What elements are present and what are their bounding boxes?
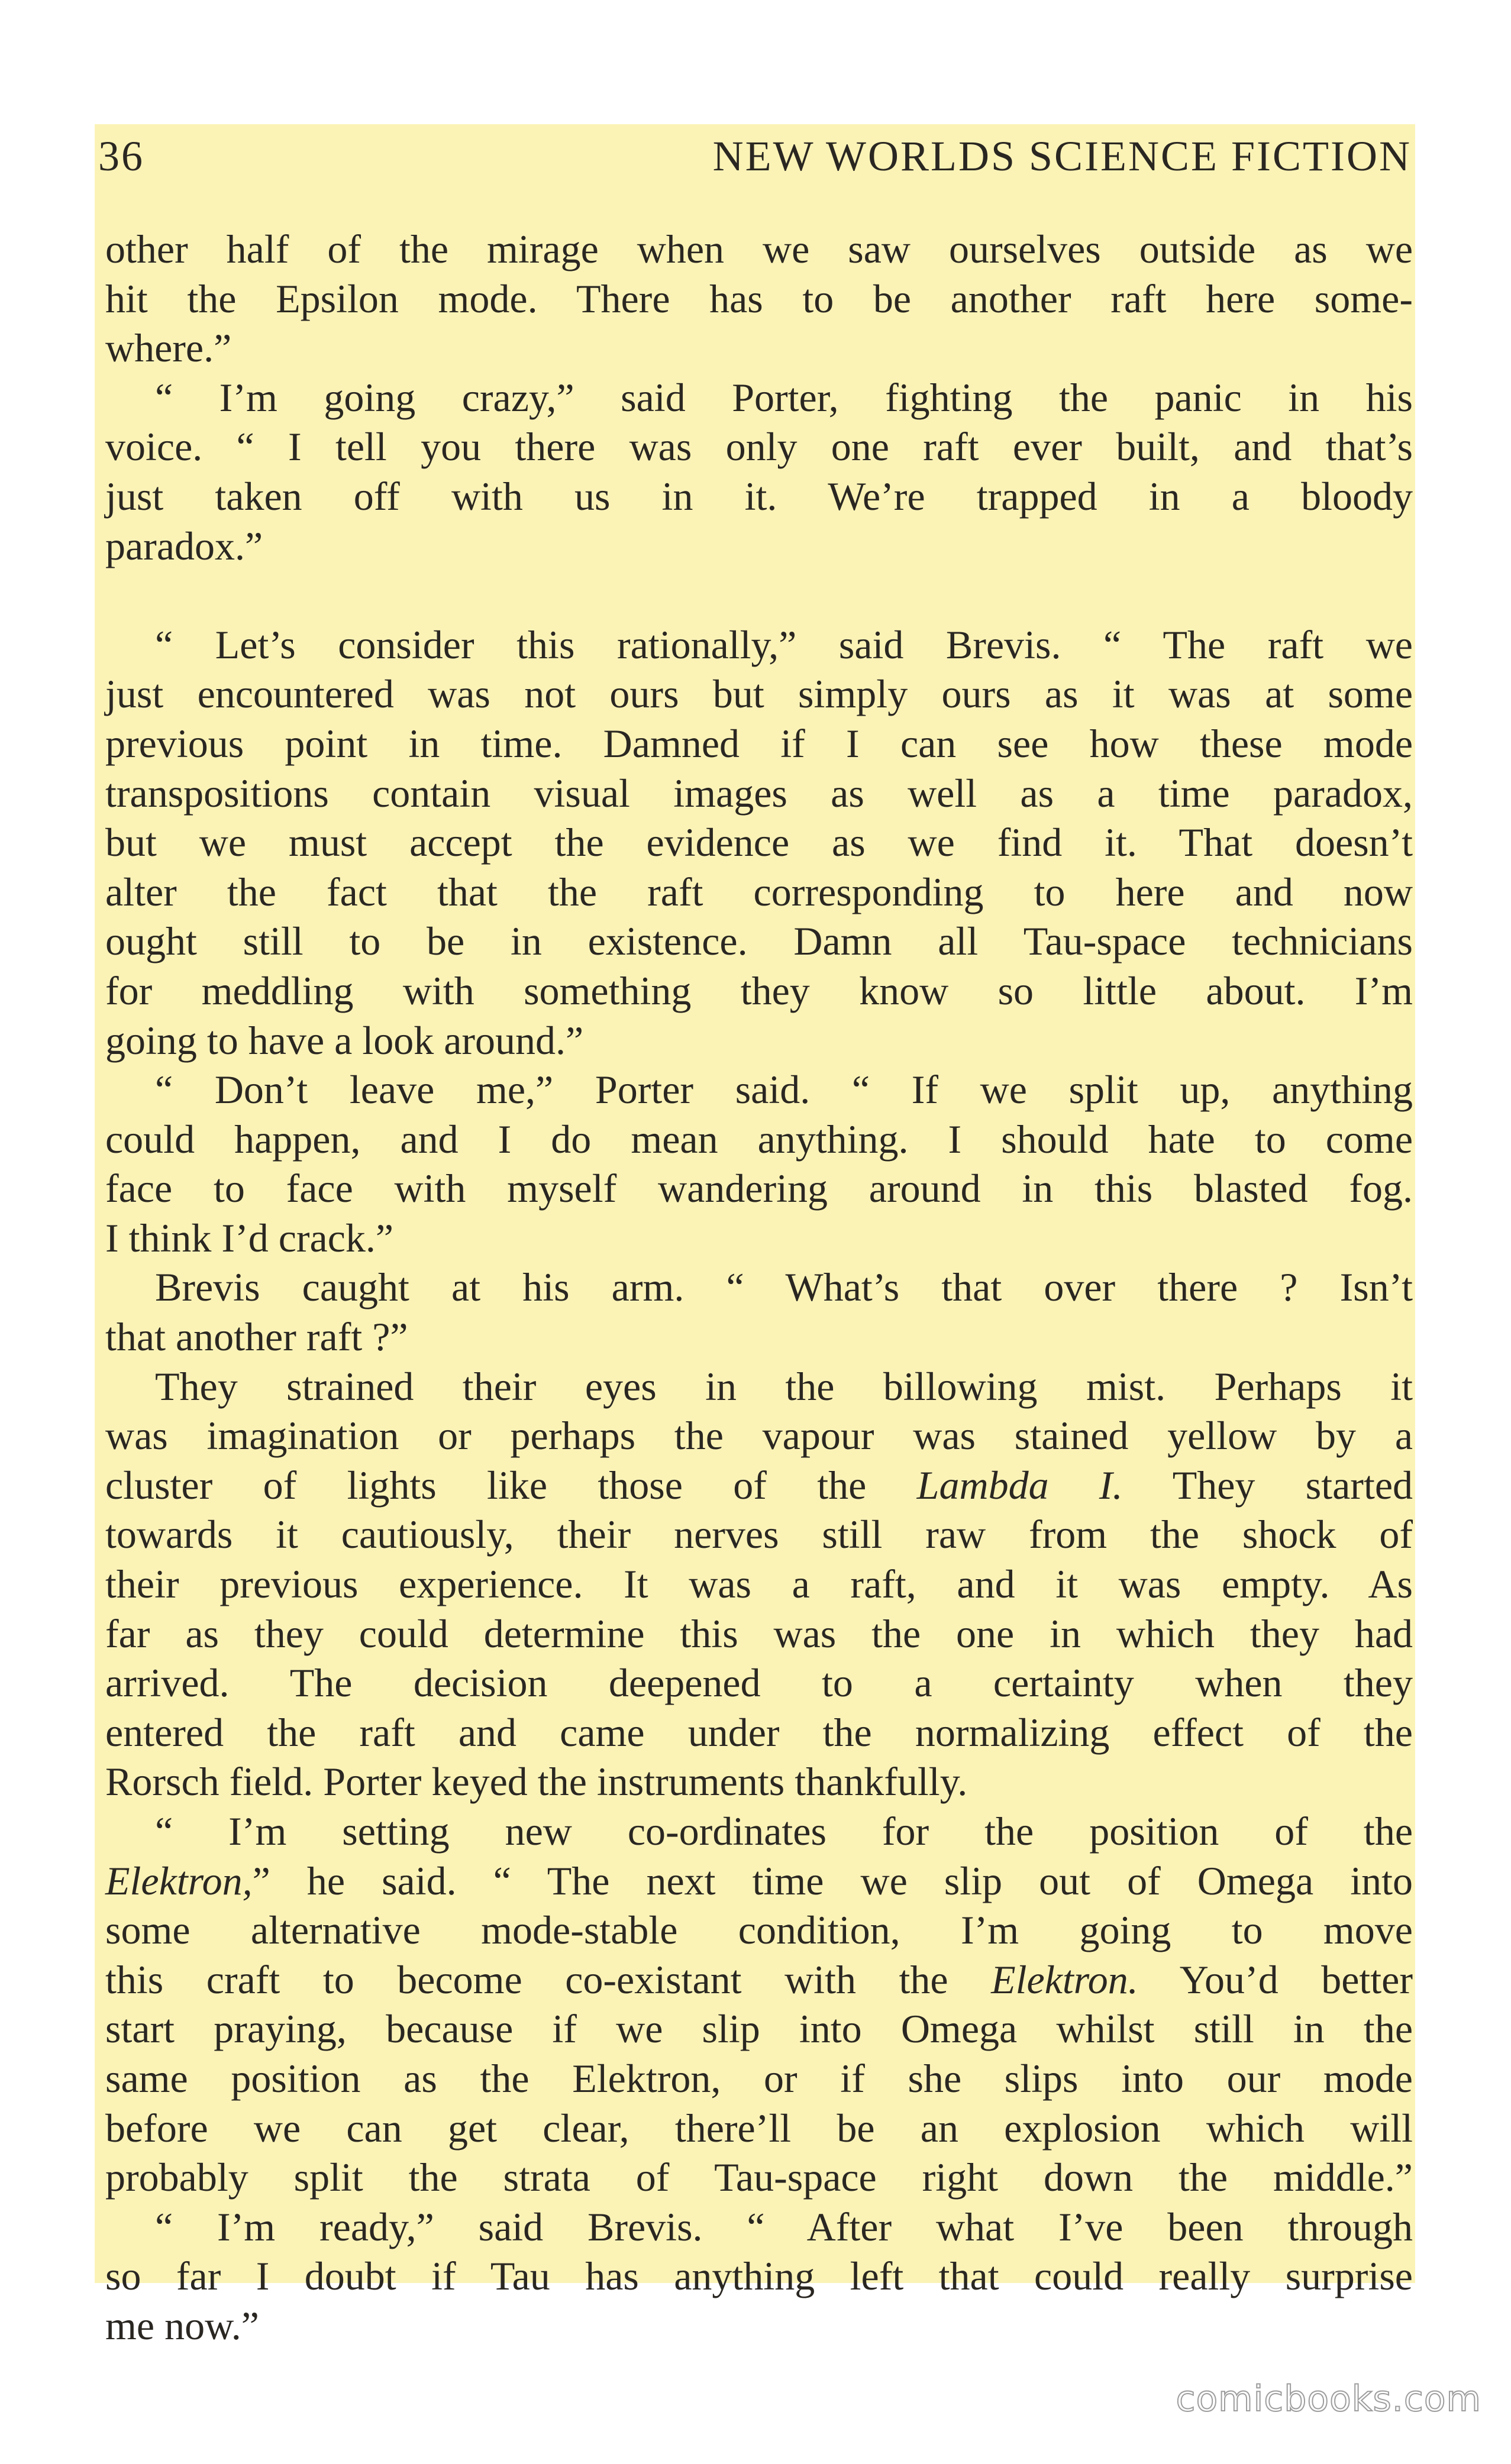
text-line: Rorsch field. Porter keyed the instruments thankfully.: [105, 1759, 968, 1805]
text-line: other half of the mirage when we saw ourselves outside as we: [105, 227, 1413, 271]
text-segment: this craft to become co-existant with the: [105, 1957, 948, 2002]
text-segment: They started: [1172, 1462, 1413, 1508]
text-line: just taken off with us in it. We’re trapped in a bloody: [105, 473, 1413, 519]
text-line: “ I’m ready,” said Brevis. “ After what I’ve been through: [155, 2204, 1413, 2249]
text-line: They strained their eyes in the billowing mist. Perhaps it: [155, 1363, 1413, 1409]
text-line: far as they could determine this was the one in which they had: [105, 1611, 1413, 1656]
text-line: transpositions contain visual images as well as a time paradox,: [105, 770, 1413, 816]
text-line: Brevis caught at his arm. “ What’s that over there ? Isn’t: [155, 1265, 1413, 1310]
text-segment: cluster of lights like those of the: [105, 1462, 867, 1508]
text-line: could happen, and I do mean anything. I should hate to come: [105, 1116, 1413, 1162]
text-line: ought still to be in existence. Damn all Tau-space technicians: [105, 919, 1413, 964]
running-title: NEW WORLDS SCIENCE FICTION: [712, 132, 1412, 180]
text-line: but we must accept the evidence as we find it. That doesn’t: [105, 820, 1413, 865]
text-line: their previous experience. It was a raft, and it was empty. As: [105, 1561, 1413, 1607]
text-line: I think I’d crack.”: [105, 1215, 394, 1260]
ship-name-italic: Elektron,: [105, 1858, 253, 1903]
page-header: [98, 127, 1412, 186]
text-line: start praying, because if we slip into Omega whilst still in the: [105, 2006, 1413, 2052]
text-line: entered the raft and came under the normalizing effect of the: [105, 1709, 1413, 1755]
text-line: just encountered was not ours but simply ours as it was at some: [105, 671, 1413, 717]
text-line: going to have a look around.”: [105, 1017, 584, 1063]
text-line: [105, 1955, 1413, 2005]
text-line: probably split the strata of Tau-space right down the middle.”: [105, 2155, 1413, 2200]
text-line: voice. “ I tell you there was only one raft ever built, and that’s: [105, 424, 1413, 470]
watermark: comicbooks.com: [1176, 2378, 1481, 2420]
text-line: “ I’m setting new co-ordinates for the position of the: [155, 1809, 1413, 1854]
text-segment: ” he said. “ The next time we slip out of Omega into: [252, 1858, 1413, 1903]
page-number: 36: [98, 132, 144, 180]
text-line: [105, 1461, 1413, 1511]
text-line: some alternative mode-stable condition, I’m going to move: [105, 1907, 1413, 1953]
text-line: face to face with myself wandering around in this blasted fog.: [105, 1166, 1413, 1211]
text-line: same position as the Elektron, or if she slips into our mode: [105, 2055, 1413, 2101]
text-line: so far I doubt if Tau has anything left that could really surprise: [105, 2253, 1413, 2299]
text-line: paradox.”: [105, 523, 263, 568]
text-line: “ I’m going crazy,” said Porter, fighting the panic in his: [155, 374, 1413, 420]
text-line: [105, 1857, 1413, 1906]
text-line: towards it cautiously, their nerves still raw from the shock of: [105, 1512, 1413, 1557]
ship-name-italic: Elektron.: [991, 1957, 1138, 2002]
text-line: me now.”: [105, 2303, 259, 2348]
text-line: “ Let’s consider this rationally,” said Brevis. “ The raft we: [155, 622, 1413, 667]
text-line: hit the Epsilon mode. There has to be another raft here some-: [105, 276, 1413, 321]
text-line: arrived. The decision deepened to a certainty when they: [105, 1660, 1413, 1706]
ship-name-italic: Lambda I.: [916, 1462, 1123, 1508]
text-line: “ Don’t leave me,” Porter said. “ If we split up, anything: [155, 1067, 1413, 1113]
text-segment: You’d better: [1179, 1957, 1413, 2002]
text-line: before we can get clear, there’ll be an explosion which will: [105, 2105, 1413, 2151]
text-line: that another raft ?”: [105, 1314, 408, 1360]
story-text: [105, 225, 1413, 2351]
text-line: previous point in time. Damned if I can see how these mode: [105, 720, 1413, 766]
section-break: [105, 571, 1413, 620]
text-line: for meddling with something they know so little about. I’m: [105, 968, 1413, 1013]
text-line: was imagination or perhaps the vapour was stained yellow by a: [105, 1413, 1413, 1459]
text-line: alter the fact that the raft corresponding to here and now: [105, 869, 1413, 914]
text-line: where.”: [105, 325, 232, 371]
